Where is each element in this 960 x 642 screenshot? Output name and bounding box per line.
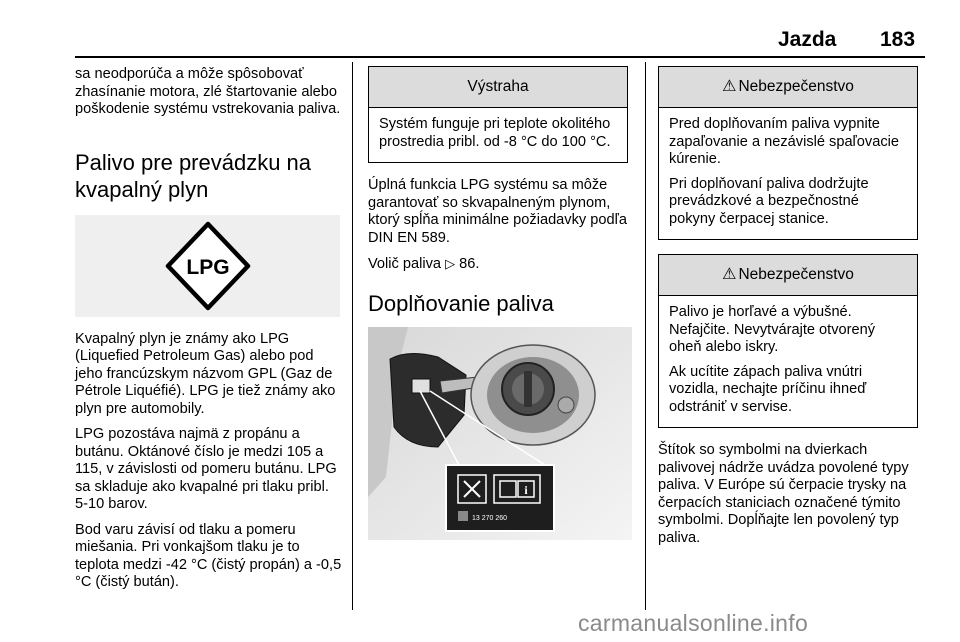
lpg-paragraph-2: LPG pozostáva najmä z propánu a butánu. Oktánové číslo je medzi 105 a 115, v závislosti od pomeru butánu. LPG sa skladuje ako kvapalné pri tlaku pribl. 5-10 barov. bbox=[75, 426, 337, 512]
caution-title: Výstraha bbox=[369, 67, 627, 108]
column-divider-left bbox=[352, 62, 353, 610]
warning-triangle-icon: ⚠ bbox=[722, 266, 737, 283]
column-divider-right bbox=[645, 62, 646, 610]
danger-2-paragraph-1: Palivo je horľavé a výbušné. Nefajčite. Nevytvárajte otvorený oheň alebo iskry. bbox=[669, 304, 876, 355]
warning-triangle-icon: ⚠ bbox=[722, 78, 737, 95]
lpg-standard-paragraph: Úplná funkcia LPG systému sa môže garantovať so skvapalneným plynom, ktorý spĺňa minimálne požiadavky podľa DIN EN 589. bbox=[368, 177, 627, 246]
no-diesel-icon bbox=[458, 475, 486, 503]
lpg-diamond-icon bbox=[75, 215, 340, 317]
caution-box bbox=[368, 66, 628, 163]
refuelling-heading: Doplňovanie paliva bbox=[368, 290, 554, 316]
middle-column bbox=[368, 66, 636, 540]
danger-1-paragraph-2: Pri doplňovaní paliva dodržujte prevádzkové a bezpečnostné pokyny čerpacej stanice. bbox=[669, 175, 869, 227]
lpg-paragraph-1: Kvapalný plyn je známy ako LPG (Liquefied Petroleum Gas) alebo pod jeho francúzskym názvom GPL (Gaz de Pétrole Liquéfié). LPG je tiež známy ako plyn pre automobily. bbox=[75, 330, 336, 417]
fuel-filler-door-image bbox=[368, 327, 632, 540]
danger-box-2 bbox=[658, 254, 918, 428]
caution-text: Systém funguje pri teplote okolitého prostredia pribl. od -8 °C do 100 °C. bbox=[379, 116, 611, 150]
heading-line-2: kvapalný plyn bbox=[75, 176, 209, 202]
fuel-selector-reference bbox=[368, 255, 636, 274]
section-title: Jazda bbox=[778, 28, 837, 51]
header-rule bbox=[75, 56, 925, 58]
lpg-label: LPG bbox=[186, 255, 230, 279]
section-heading bbox=[75, 149, 343, 203]
selector-text: Volič paliva bbox=[368, 256, 442, 272]
danger-title-2-text: Nebezpečenstvo bbox=[738, 266, 854, 283]
right-column bbox=[658, 66, 926, 555]
manual-book-icon bbox=[494, 475, 540, 503]
svg-text:i: i bbox=[524, 482, 528, 497]
danger-2-paragraph-2: Ak ucítite zápach paliva vnútri vozidla, nechajte príčinu ihneď odstrániť v servise. bbox=[669, 363, 867, 415]
lpg-paragraph-3: Bod varu závisí od tlaku a pomeru miešania. Pri vonkajšom tlaku je to teplota medzi -42 °C (čistý propán) a -0,5 °C (čistý bután). bbox=[75, 521, 342, 590]
danger-box-1 bbox=[658, 66, 918, 240]
page-number: 183 bbox=[880, 28, 916, 51]
image-code: 13 270 260 bbox=[472, 514, 508, 522]
fuel-label-paragraph: Štítok so symbolmi na dvierkach palivovej nádrže uvádza povolené typy paliva. V Európe sú čerpacie trysky na čerpacích staniciach označené týmito symbolmi. Dopĺňajte len povolený typ paliva. bbox=[658, 442, 909, 546]
danger-title-1-text: Nebezpečenstvo bbox=[738, 78, 854, 95]
left-column bbox=[75, 66, 343, 600]
heading-line-1: Palivo pre prevádzku na bbox=[75, 149, 312, 175]
watermark: carmanualsonline.info bbox=[578, 610, 809, 636]
danger-1-paragraph-1: Pred doplňovaním paliva vypnite zapaľovanie a nezávislé spaľovacie kúrenie. bbox=[669, 116, 899, 167]
danger-title-1 bbox=[659, 67, 917, 108]
caution-body bbox=[369, 108, 627, 162]
fuel-filler-illustration bbox=[368, 327, 632, 540]
selector-page-ref: 86. bbox=[459, 256, 480, 272]
danger-body-1 bbox=[659, 108, 917, 239]
lpg-symbol-image bbox=[75, 215, 340, 317]
page-reference-icon: ▷ bbox=[445, 256, 456, 271]
intro-paragraph: sa neodporúča a môže spôsobovať zhasínanie motora, zlé štartovanie alebo poškodenie systému vstrekovania paliva. bbox=[75, 66, 341, 117]
danger-title-2 bbox=[659, 255, 917, 296]
danger-body-2 bbox=[659, 296, 917, 427]
